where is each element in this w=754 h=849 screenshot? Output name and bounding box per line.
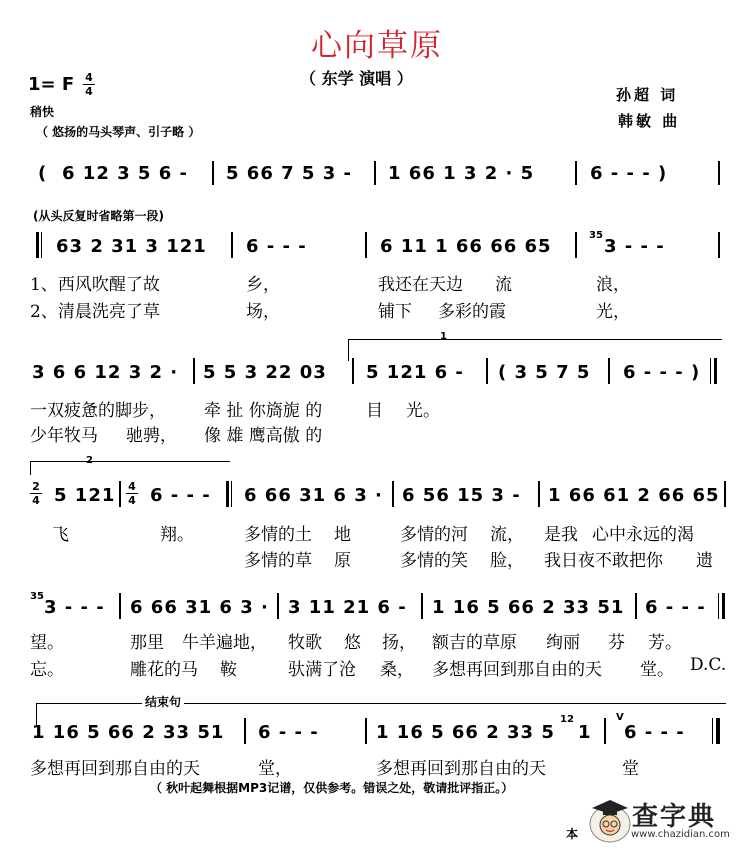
lyric: 堂，: [258, 759, 292, 779]
measure: 3 - - -: [44, 597, 105, 618]
volta-bracket: [348, 339, 722, 340]
barline: [244, 718, 246, 744]
lyric: 光，: [596, 302, 630, 322]
barline: [718, 232, 720, 258]
repeat-end-thin: [710, 358, 711, 384]
lyric: 多情的草: [244, 551, 312, 571]
logo-url: www.chazidian.com: [631, 829, 730, 840]
measure: 6 11 1 66 66 65: [380, 236, 552, 257]
repeat-start-barline: [36, 232, 39, 258]
lyric: 翔。: [160, 525, 194, 545]
singer-credit: （ 东学 演唱 ）: [300, 69, 413, 88]
barline: [538, 481, 540, 507]
lyric: 多情的河: [400, 525, 468, 545]
repeat-end-barline: [714, 358, 717, 384]
barline: [575, 161, 577, 185]
barline: [277, 593, 279, 619]
volta-number: 2: [86, 455, 93, 466]
barline: [718, 161, 720, 185]
lyric: 像 雄 鹰高傲 的: [204, 426, 323, 446]
measure: 5 5 3 22 03: [203, 362, 327, 383]
grace-notes: 12: [560, 714, 574, 725]
measure: 6 - - -: [258, 722, 319, 743]
page-mark: 本: [566, 827, 579, 841]
lyric: 牛羊遍地，: [182, 633, 267, 653]
lyric: 扬，: [382, 633, 416, 653]
time-signature-top: 4: [85, 71, 93, 84]
lyric: 目: [366, 401, 383, 421]
time-signature-top: 2: [32, 480, 40, 493]
lyric: 驰骋，: [126, 426, 177, 446]
barline: [365, 232, 367, 258]
lyric: 乡，: [246, 275, 280, 295]
lyric: 我日夜不敢把你: [544, 551, 663, 571]
volta-bracket-edge: [30, 461, 31, 475]
barline: [352, 358, 354, 384]
time-signature-top: 4: [128, 480, 136, 493]
barline: [635, 593, 637, 619]
intro-open-paren: (: [38, 163, 48, 184]
measure: 1: [578, 722, 592, 743]
lyric: 那里: [130, 633, 164, 653]
ending-label: 结束句: [142, 693, 184, 710]
measure: 5 66 7 5 3 -: [226, 163, 352, 184]
lyric: 是我: [544, 525, 578, 545]
lyric: 芳。: [648, 633, 682, 653]
lyric: 牧歌: [288, 633, 322, 653]
lyric: 地: [334, 525, 351, 545]
lyric: 堂。: [640, 660, 674, 680]
measure: 1 66 61 2 66 65: [548, 485, 720, 506]
measure: 5 121: [54, 485, 116, 506]
measure: 6 - - - ): [590, 163, 668, 184]
lyric: 流: [495, 275, 512, 295]
barline: [608, 358, 610, 384]
repeat-end-thin: [718, 593, 719, 619]
measure: 1 16 5 66 2 33 5: [376, 722, 555, 743]
lyric: 铺下: [378, 302, 412, 322]
lyric: 光。: [406, 401, 440, 421]
lyric: 少年牧马: [30, 426, 98, 446]
repeat-start-thin: [231, 481, 232, 507]
barline: [486, 358, 488, 384]
lyric: 鞍: [220, 660, 237, 680]
measure: 5 121 6 -: [366, 362, 464, 383]
breath-mark: V: [616, 712, 624, 723]
final-barline: [716, 718, 720, 744]
measure: 1 16 5 66 2 33 51: [432, 597, 625, 618]
time-signature-bottom: 4: [32, 494, 40, 507]
lyric: 芬: [608, 633, 625, 653]
barline: [193, 358, 195, 384]
lyric: 遗: [696, 551, 713, 571]
barline: [421, 593, 423, 619]
barline: [374, 161, 376, 185]
measure: 6 12 3 5 6 -: [62, 163, 188, 184]
lyric: 悠: [344, 633, 361, 653]
measure: 6 56 15 3 -: [402, 485, 521, 506]
lyric: 多情的笑: [400, 551, 468, 571]
tempo-mark: 稍快: [30, 105, 55, 119]
grace-notes: 35: [30, 591, 44, 602]
volta-bracket-edge: [348, 339, 349, 361]
lyric: 忘。: [30, 660, 64, 680]
key-signature: 1= F: [28, 74, 75, 95]
lyric: 1、西风吹醒了故: [30, 275, 160, 295]
repeat-start-thin: [41, 232, 42, 258]
volta-number: 1: [440, 331, 447, 342]
measure: 6 - - -: [645, 597, 706, 618]
repeat-end-barline: [722, 593, 725, 619]
measure: 3 - - -: [604, 236, 665, 257]
time-signature-bottom: 4: [85, 85, 93, 98]
lyric: 望。: [30, 633, 64, 653]
lyric: 多情的土: [244, 525, 312, 545]
lyric: 场，: [246, 302, 280, 322]
lyric: 驮满了沧: [288, 660, 356, 680]
lyric: 堂: [622, 759, 639, 779]
lyric: 桑，: [380, 660, 414, 680]
lyric: 多想再回到那自由的天: [30, 759, 200, 779]
lyric: 飞: [52, 525, 69, 545]
measure: 6 - - -: [624, 722, 685, 743]
measure: 1 66 1 3 2 · 5: [388, 163, 535, 184]
measure: 6 66 31 6 3 ·: [244, 485, 383, 506]
measure: 3 11 21 6 -: [288, 597, 407, 618]
lyric: 原: [334, 551, 351, 571]
page-title: 心向草原: [311, 28, 443, 64]
barline: [119, 593, 121, 619]
lyricist-credit: 孙超 词: [616, 86, 679, 104]
lyric: 脸，: [490, 551, 524, 571]
measure: 6 - - -: [246, 236, 307, 257]
barline: [119, 481, 121, 507]
volta-bracket: [30, 461, 230, 462]
repeat-start-barline: [226, 481, 229, 507]
measure: 6 - - - ): [623, 362, 701, 383]
lyric: 额吉的草原: [432, 633, 517, 653]
measure: 63 2 31 3 121: [56, 236, 207, 257]
logo-text: 查字典: [632, 802, 717, 832]
barline: [724, 481, 726, 507]
lyric: 我还在天边: [378, 275, 463, 295]
lyric: 2、清晨洗亮了草: [30, 302, 160, 322]
barline: [231, 232, 233, 258]
lyric: 多想再回到那自由的天: [432, 660, 602, 680]
measure: 3 6 6 12 3 2 ·: [32, 362, 179, 383]
barline: [212, 161, 214, 185]
grace-notes: 35: [589, 230, 603, 241]
measure: 6 - - -: [150, 485, 211, 506]
lyric: 一双疲惫的脚步，: [30, 401, 166, 421]
composer-credit: 韩敏 曲: [618, 112, 681, 130]
lyric: 牵 扯 你旖旎 的: [204, 401, 323, 421]
measure: ( 3 5 7 5: [498, 362, 591, 383]
intro-note: （ 悠扬的马头琴声、引子略 ）: [36, 125, 201, 139]
lyric: 多彩的霞: [438, 302, 506, 322]
final-barline-thin: [712, 718, 713, 744]
time-signature-bottom: 4: [128, 494, 136, 507]
barline: [392, 481, 394, 507]
repeat-note: (从头反复时省略第一段): [33, 209, 164, 223]
ending-bracket: [36, 703, 726, 704]
measure: 1 16 5 66 2 33 51: [32, 722, 225, 743]
da-capo-mark: D.C.: [690, 655, 727, 675]
lyric: 流，: [490, 525, 524, 545]
barline: [575, 232, 577, 258]
lyric: 浪，: [596, 275, 630, 295]
lyric: 多想再回到那自由的天: [376, 759, 546, 779]
lyric: 心中永远的渴: [592, 525, 694, 545]
lyric: 绚丽: [546, 633, 580, 653]
barline: [604, 718, 606, 744]
scholar-mascot-icon: [590, 800, 630, 842]
lyric: 雕花的马: [130, 660, 198, 680]
barline: [365, 718, 367, 744]
measure: 6 66 31 6 3 ·: [130, 597, 269, 618]
transcriber-note: （ 秋叶起舞根据MP3记谱，仅供参考。错误之处，敬请批评指正。）: [150, 781, 514, 795]
